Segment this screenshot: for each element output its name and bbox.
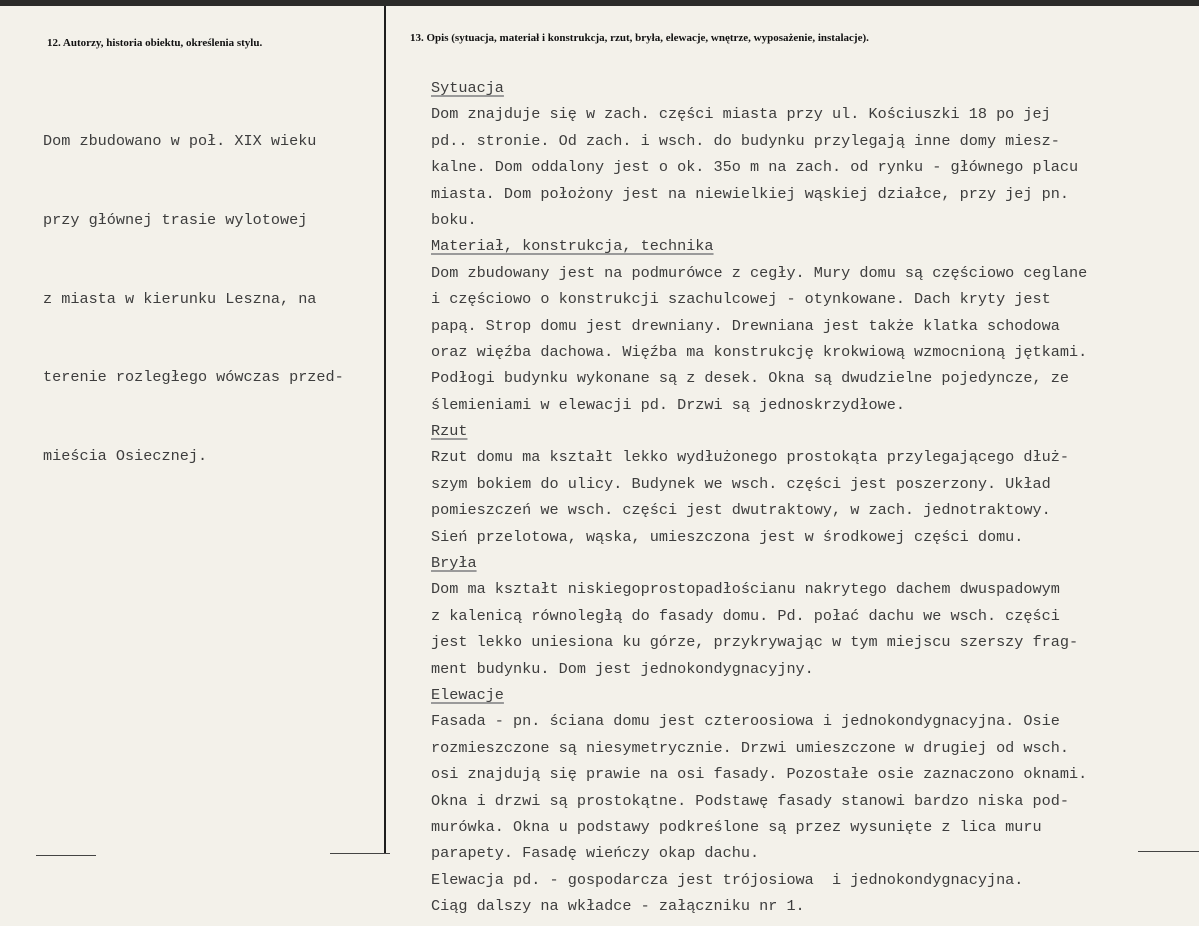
description-heading: Bryła (431, 554, 477, 573)
bottom-rule-middle (330, 853, 390, 854)
bottom-rule-right (1138, 851, 1199, 852)
description-line: pd.. stronie. Od zach. i wsch. do budynku przylegają inne domy miesz- (431, 131, 1060, 150)
description-line: Rzut domu ma kształt lekko wydłużonego prostokąta przylegającego dłuż- (431, 448, 1069, 467)
description-heading: Elewacje (431, 685, 504, 704)
description-line: Dom ma kształt niskiegoprostopadłościanu nakrytego dachem dwuspadowym (431, 580, 1060, 599)
description-line: ślemieniami w elewacji pd. Drzwi są jednoskrzydłowe. (431, 395, 905, 414)
description-text (431, 75, 1087, 920)
history-text (43, 76, 344, 521)
description-line: papą. Strop domu jest drewniany. Drewniana jest także klatka schodowa (431, 316, 1060, 335)
description-line: Fasada - pn. ściana domu jest czteroosiowa i jednokondygnacyjna. Osie (431, 712, 1060, 731)
form-sheet (0, 6, 1199, 926)
section-12-title: 12. Autorzy, historia obiektu, określenia stylu. (47, 37, 263, 49)
description-line: szym bokiem do ulicy. Budynek we wsch. części jest poszerzony. Układ (431, 474, 1051, 493)
description-line: z kalenicą równoległą do fasady domu. Pd. połać dachu we wsch. części (431, 606, 1060, 625)
description-line: Dom zbudowany jest na podmurówce z cegły. Mury domu są częściowo ceglane (431, 263, 1088, 282)
description-heading: Sytuacja (431, 79, 504, 97)
description-line: jest lekko uniesiona ku górze, przykrywając w tym miejscu szerszy frag- (431, 633, 1079, 652)
description-line: Dom znajduje się w zach. części miasta przy ul. Kościuszki 18 po jej (431, 105, 1051, 124)
description-line: Sień przelotowa, wąska, umieszczona jest w środkowej części domu. (431, 527, 1024, 546)
bottom-rule-left (36, 855, 96, 856)
description-line: Elewacja pd. - gospodarcza jest trójosiowa i jednokondygnacyjna. (431, 870, 1024, 889)
description-line: kalne. Dom oddalony jest o ok. 35o m na zach. od rynku - głównego placu (431, 158, 1079, 177)
description-line: miasta. Dom położony jest na niewielkiej wąskiej działce, przy jej pn. (431, 184, 1069, 203)
description-line: oraz więźba dachowa. Więźba ma konstrukcję krokwiową wzmocnioną jętkami. (431, 342, 1088, 361)
description-line: pomieszczeń we wsch. części jest dwutraktowy, w zach. jednotraktowy. (431, 501, 1051, 520)
history-line: przy głównej trasie wylotowej (43, 211, 308, 229)
history-line: terenie rozległego wówczas przed- (43, 368, 344, 387)
column-divider (384, 6, 386, 854)
history-line: mieścia Osiecznej. (43, 446, 208, 465)
description-line: parapety. Fasadę wieńczy okap dachu. (431, 844, 760, 863)
description-line: ment budynku. Dom jest jednokondygnacyjny. (431, 659, 814, 678)
description-line: osi znajdują się prawie na osi fasady. Pozostałe osie zaznaczono oknami. (431, 765, 1088, 784)
description-line: i częściowo o konstrukcji szachulcowej - otynkowane. Dach kryty jest (431, 290, 1051, 309)
description-line: boku. (431, 210, 477, 229)
description-heading: Materiał, konstrukcja, technika (431, 237, 714, 256)
history-line: z miasta w kierunku Leszna, na (43, 289, 317, 308)
description-line: Okna i drzwi są prostokątne. Podstawę fasady stanowi bardzo niska pod- (431, 791, 1069, 810)
description-line: Ciąg dalszy na wkładce - załączniku nr 1. (431, 897, 805, 916)
description-heading: Rzut (431, 422, 468, 441)
description-line: rozmieszczone są niesymetrycznie. Drzwi umieszczone w drugiej od wsch. (431, 738, 1069, 757)
description-line: Podłogi budynku wykonane są z desek. Okna są dwudzielne pojedyncze, ze (431, 369, 1069, 388)
section-13-title: 13. Opis (sytuacja, materiał i konstrukcja, rzut, bryła, elewacje, wnętrze, wyposażenie, instalacje). (410, 32, 869, 44)
description-line: murówka. Okna u podstawy podkreślone są przez wysunięte z lica muru (431, 817, 1042, 836)
history-line: Dom zbudowano w poł. XIX wieku (43, 132, 317, 151)
